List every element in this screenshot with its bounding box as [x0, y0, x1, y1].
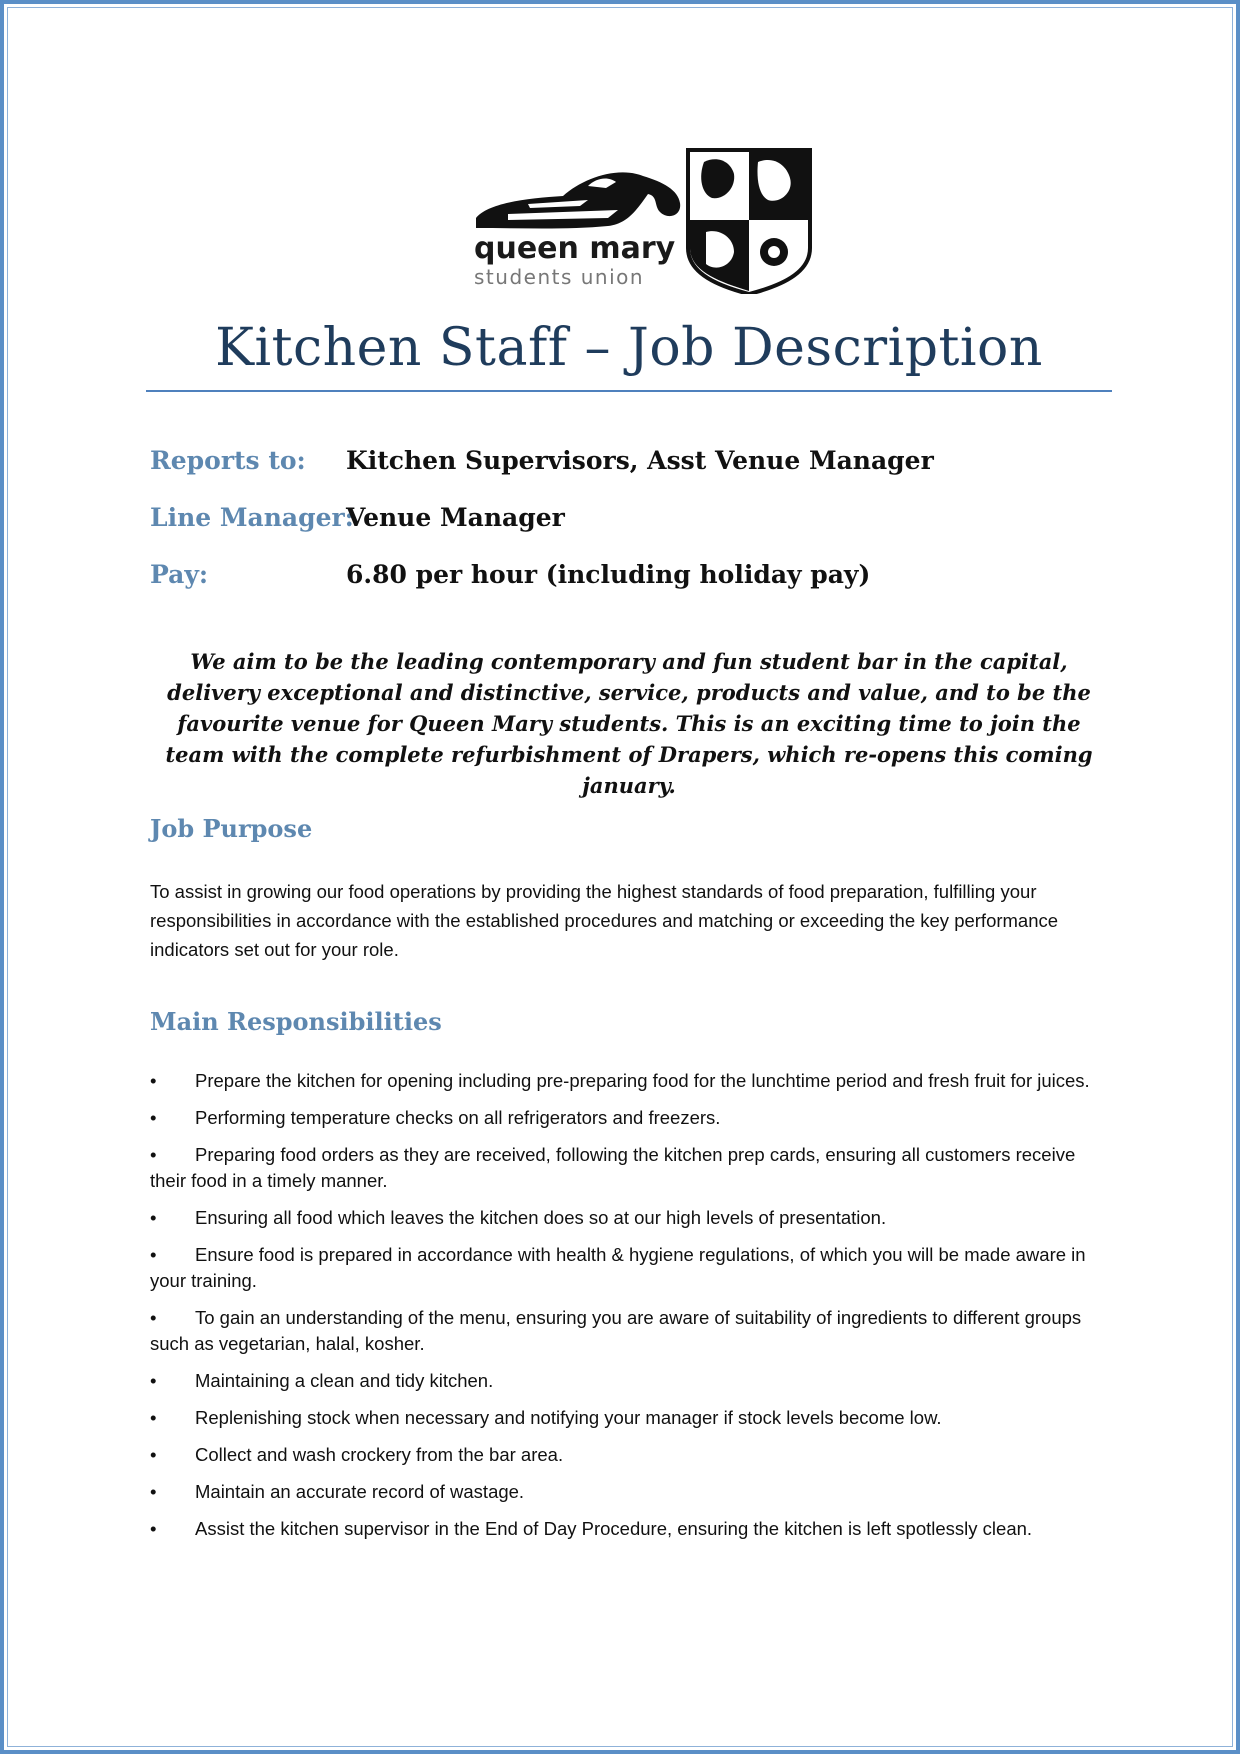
logo-text-line1: queen mary — [474, 231, 676, 266]
list-item-text: Prepare the kitchen for opening including pre-preparing food for the lunchtime period and fresh fruit for juices. — [195, 1070, 1090, 1091]
list-item — [150, 1105, 1110, 1131]
responsibilities-list — [150, 1068, 1110, 1553]
list-item-text: Performing temperature checks on all refrigerators and freezers. — [195, 1107, 721, 1128]
job-purpose-text: To assist in growing our food operations by providing the highest standards of food preparation, fulfilling your responsibilities in accordance with the established procedures and matching or exceeding the key performance indicators set out for your role. — [150, 881, 1059, 960]
info-value: Venue Manager — [346, 503, 565, 532]
list-item-text: Collect and wash crockery from the bar area. — [195, 1444, 564, 1465]
logo-text-line2: students union — [474, 265, 645, 289]
info-label: Reports to: — [150, 446, 306, 475]
info-value: 6.80 per hour (including holiday pay) — [346, 560, 871, 589]
job-purpose-heading: Job Purpose — [150, 814, 313, 843]
bullet-icon: • — [150, 1518, 157, 1539]
list-item — [150, 1442, 1110, 1468]
list-item-text: Preparing food orders as they are received, following the kitchen prep cards, ensuring all customers receive their food in a timely manner. — [150, 1144, 1076, 1191]
list-item — [150, 1368, 1110, 1394]
bullet-icon: • — [150, 1207, 157, 1228]
list-item-text: Ensure food is prepared in accordance with health & hygiene regulations, of which you will be made aware in your training. — [150, 1244, 1086, 1291]
list-item — [150, 1405, 1110, 1431]
title-divider — [146, 390, 1112, 392]
mission-statement: We aim to be the leading contemporary and fun student bar in the capital, delivery exceptional and distinctive, service, products and value, and to be the favourite venue for Queen Mary students. This is an exciting time to join the team with the complete refurbishment of Drapers, which re-opens this coming january. — [165, 649, 1093, 798]
list-item — [150, 1516, 1110, 1542]
bullet-icon: • — [150, 1370, 157, 1391]
info-row-line-manager — [150, 503, 1110, 537]
list-item — [150, 1142, 1110, 1194]
list-item-text: Ensuring all food which leaves the kitchen does so at our high levels of presentation. — [195, 1207, 887, 1228]
info-value: Kitchen Supervisors, Asst Venue Manager — [346, 446, 934, 475]
bullet-icon: • — [150, 1481, 157, 1502]
info-row-reports-to — [150, 446, 1110, 480]
list-item — [150, 1242, 1110, 1294]
queen-mary-logo — [468, 148, 818, 294]
list-item — [150, 1305, 1110, 1357]
info-label: Pay: — [150, 560, 209, 589]
bullet-icon: • — [150, 1107, 157, 1128]
panther-icon — [476, 172, 680, 228]
list-item-text: To gain an understanding of the menu, ensuring you are aware of suitability of ingredients to different groups such as vegetarian, halal, kosher. — [150, 1307, 1082, 1354]
info-row-pay — [150, 560, 1110, 594]
shield-icon — [688, 150, 810, 294]
list-item — [150, 1479, 1110, 1505]
bullet-icon: • — [150, 1070, 157, 1091]
bullet-icon: • — [150, 1444, 157, 1465]
bullet-icon: • — [150, 1407, 157, 1428]
list-item-text: Replenishing stock when necessary and notifying your manager if stock levels become low. — [195, 1407, 942, 1428]
page-title: Kitchen Staff – Job Description — [215, 318, 1043, 378]
list-item-text: Assist the kitchen supervisor in the End of Day Procedure, ensuring the kitchen is left spotlessly clean. — [195, 1518, 1033, 1539]
info-label: Line Manager: — [150, 503, 354, 532]
list-item — [150, 1068, 1110, 1094]
bullet-icon: • — [150, 1244, 157, 1265]
list-item-text: Maintain an accurate record of wastage. — [195, 1481, 525, 1502]
bullet-icon: • — [150, 1307, 157, 1328]
list-item-text: Maintaining a clean and tidy kitchen. — [195, 1370, 494, 1391]
list-item — [150, 1205, 1110, 1231]
main-responsibilities-heading: Main Responsibilities — [150, 1007, 442, 1036]
bullet-icon: • — [150, 1144, 157, 1165]
